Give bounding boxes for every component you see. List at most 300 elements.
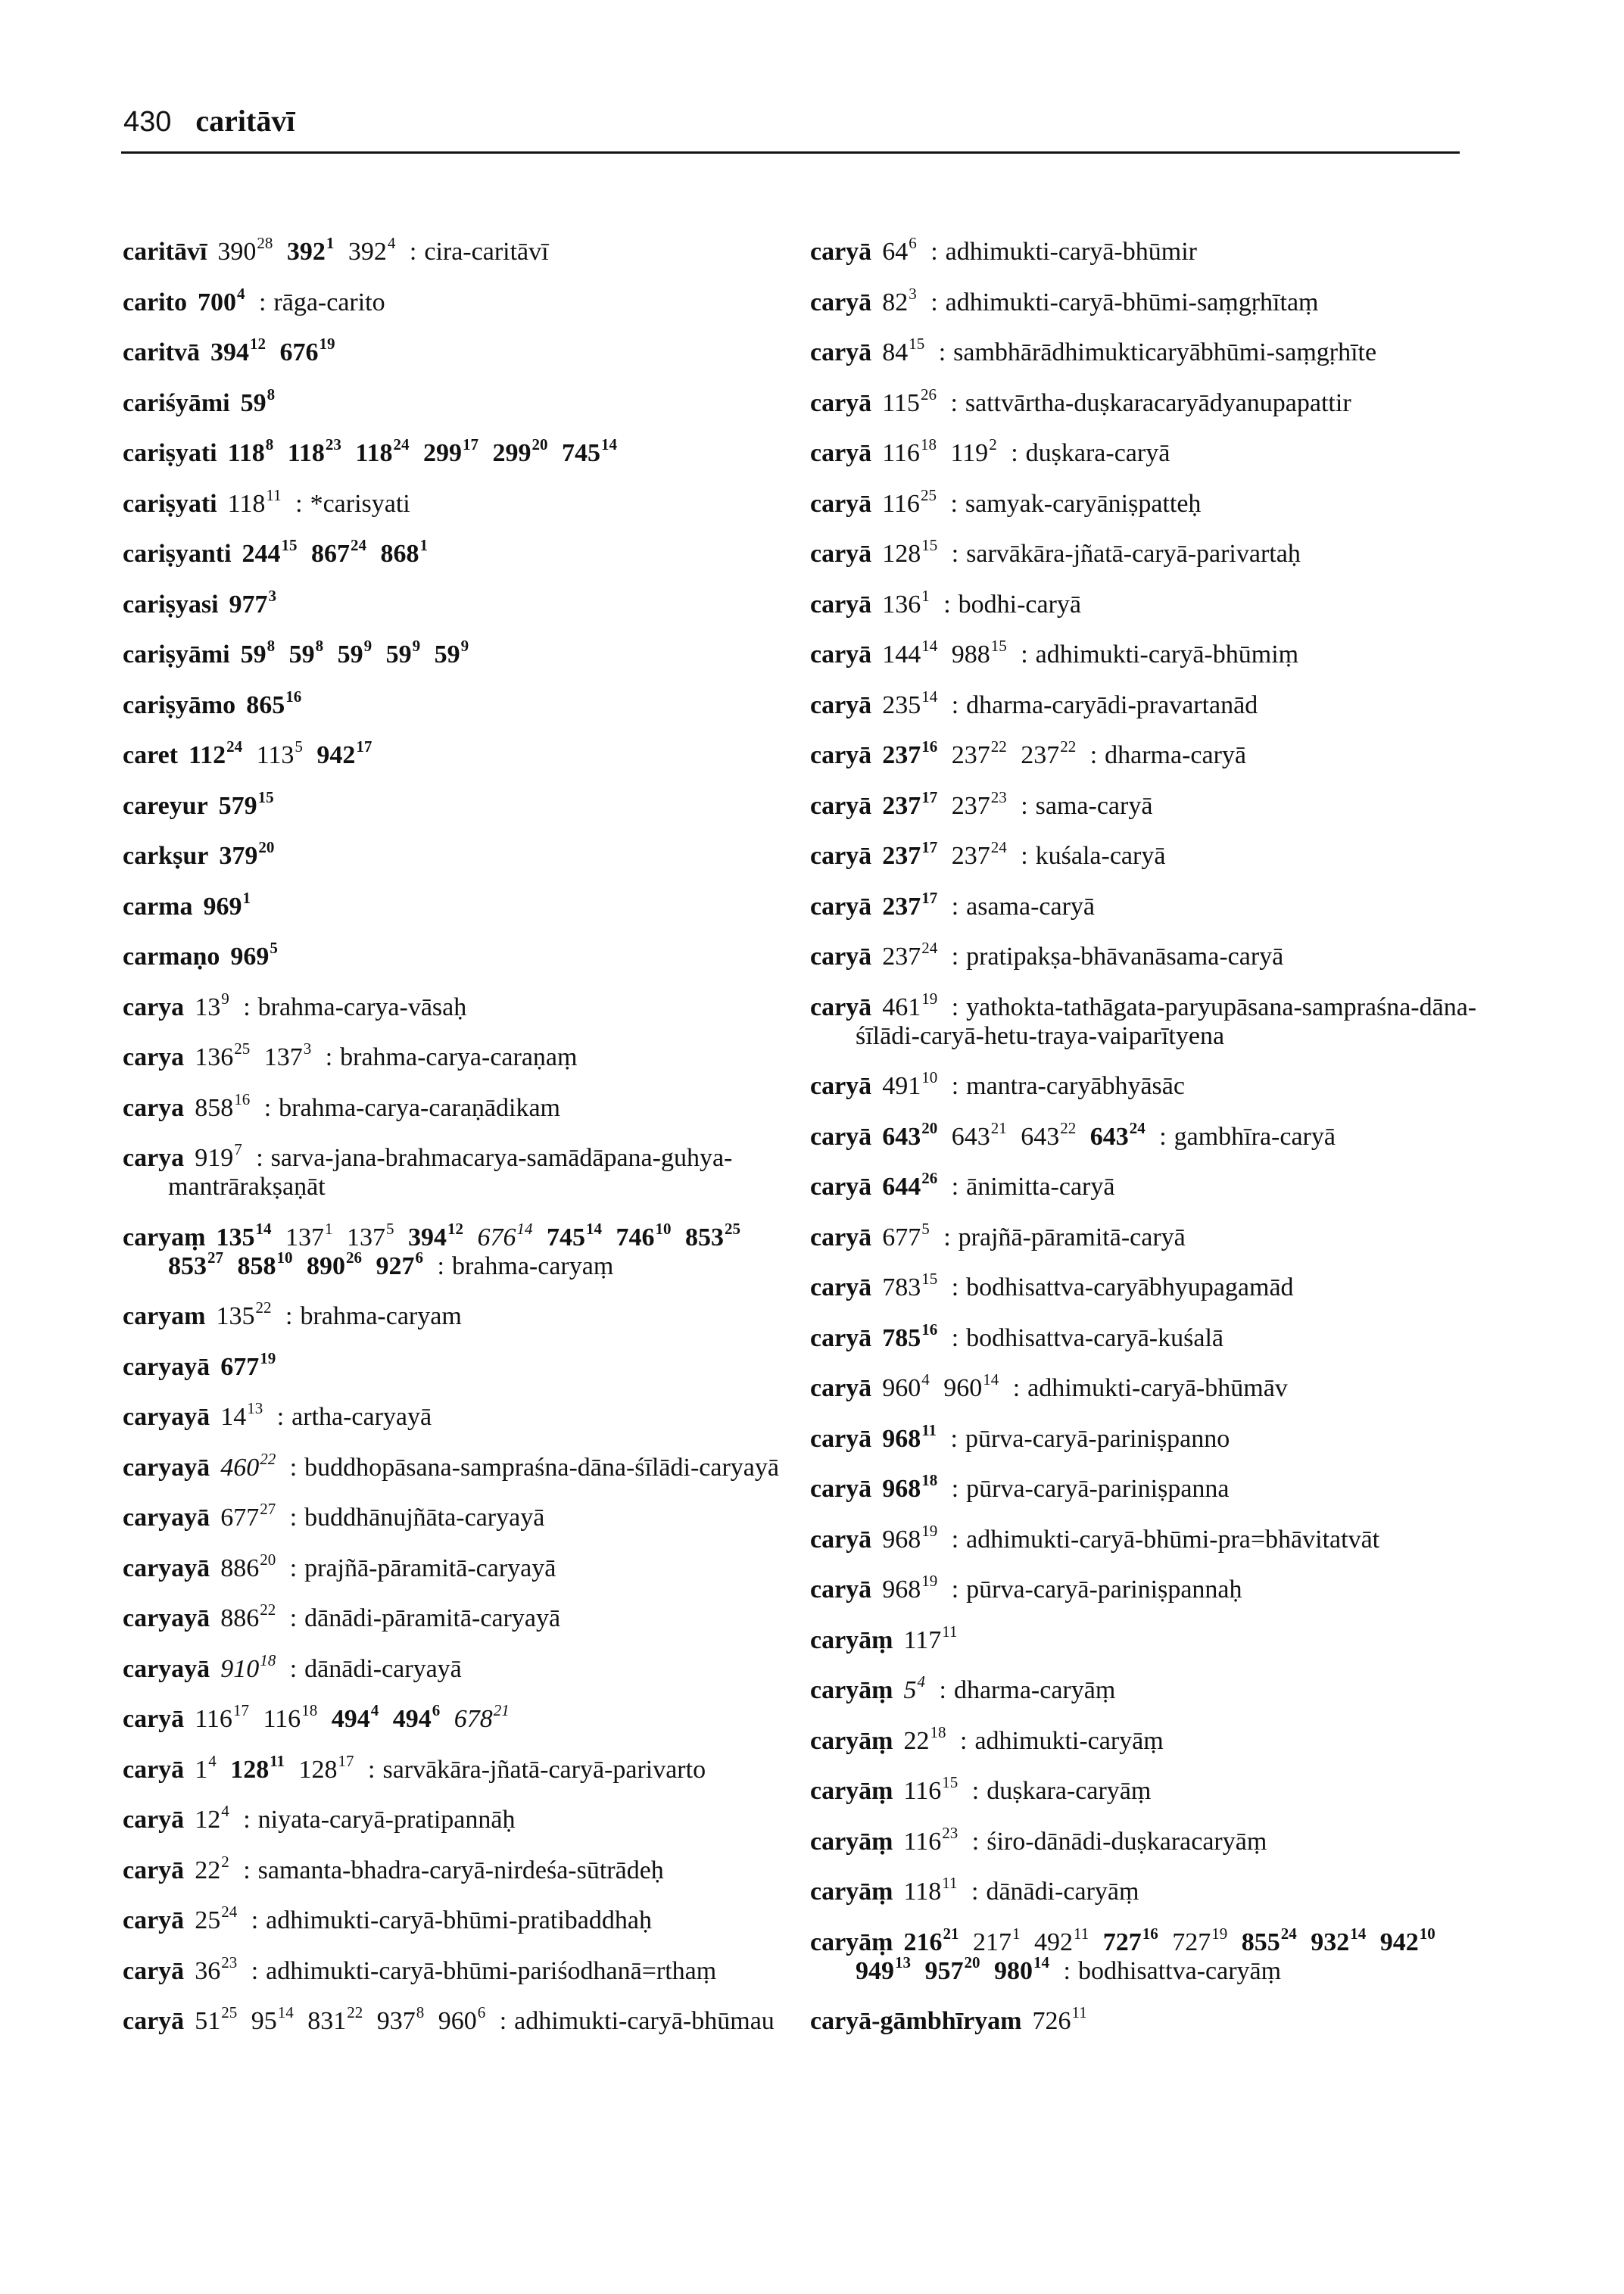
entry-lemma: caryā (123, 1956, 185, 1985)
page-reference: $942^{10}$ (1379, 1924, 1435, 1956)
entry-lemma: caritvā (123, 338, 200, 366)
page-reference: $116^{18}$ (263, 1701, 318, 1733)
page-reference: $968^{19}$ (882, 1521, 938, 1554)
line-number: 6 (415, 1248, 423, 1267)
line-number: 17 (356, 737, 372, 756)
page-reference: $22^{18}$ (903, 1722, 946, 1755)
index-entry (810, 1320, 1492, 1353)
page-reference: $116^{15}$ (903, 1773, 959, 1805)
entry-lemma: caryā (810, 439, 872, 467)
colon-separator: : (951, 540, 959, 568)
entry-gloss: adhimukti-caryāṃ (974, 1726, 1164, 1755)
colon-separator: : (1021, 791, 1028, 820)
line-number: 2 (989, 435, 997, 454)
colon-separator: : (276, 1403, 285, 1431)
index-entry (123, 1399, 804, 1432)
entry-lemma: caryāṃ (810, 1928, 893, 1956)
page-reference: $117^{11}$ (903, 1622, 958, 1654)
line-number: 8 (416, 2003, 425, 2021)
entry-lemma: caryā-gāmbhīryam (810, 2007, 1022, 2035)
line-number: 20 (531, 435, 548, 454)
colon-separator: : (295, 489, 303, 518)
page-reference: $910^{18}$ (220, 1650, 276, 1683)
line-number: 11 (1071, 2003, 1087, 2021)
colon-separator: : (971, 1878, 979, 1906)
entry-lemma: cariṣyati (123, 439, 217, 467)
line-number: 16 (234, 1089, 251, 1108)
entry-lemma: caryāṃ (810, 1878, 893, 1906)
page-reference: $244^{15}$ (242, 536, 298, 568)
colon-separator: : (930, 288, 938, 316)
page-reference: $745^{14}$ (547, 1219, 603, 1251)
page-reference: $858^{16}$ (195, 1089, 251, 1122)
page-reference: $890^{26}$ (307, 1248, 362, 1280)
entry-lemma: careyur (123, 791, 208, 820)
colon-separator: : (950, 388, 958, 417)
entry-gloss: dharma-caryādi-pravartanād (966, 690, 1258, 719)
line-number: 20 (258, 838, 275, 856)
line-number: 25 (234, 1039, 251, 1058)
index-entry (123, 989, 804, 1022)
entry-lemma: caryā (810, 388, 872, 417)
index-entry (123, 838, 804, 871)
colon-separator: : (289, 1604, 298, 1632)
colon-separator: : (285, 1302, 293, 1330)
page-reference: $727^{19}$ (1172, 1924, 1228, 1956)
line-number: 13 (895, 1953, 911, 1971)
page-reference: $136^{25}$ (195, 1039, 251, 1071)
page-reference: $137^5$ (347, 1219, 394, 1251)
colon-separator: : (1063, 1956, 1071, 1985)
colon-separator: : (951, 1173, 959, 1201)
page-reference: $886^{22}$ (220, 1601, 276, 1632)
page-reference: $677^{27}$ (220, 1500, 276, 1532)
page-reference: $1^4$ (195, 1751, 217, 1784)
index-entry (123, 1701, 804, 1734)
entry-lemma: caryā (810, 1576, 872, 1604)
line-number: 14 (516, 1219, 533, 1238)
line-number: 26 (920, 385, 937, 404)
colon-separator: : (437, 1251, 444, 1280)
line-number: 11 (942, 1874, 958, 1892)
line-number: 14 (983, 1370, 999, 1389)
running-head (123, 103, 295, 139)
colon-separator: : (951, 1576, 959, 1604)
entry-gloss: dharma-caryā (1105, 741, 1247, 769)
index-entry (123, 787, 804, 821)
index-entry (810, 1118, 1492, 1152)
colon-separator: : (289, 1504, 298, 1532)
line-number: 17 (921, 787, 938, 806)
page-reference: $59^9$ (337, 637, 372, 669)
index-entry (123, 335, 804, 367)
colon-separator: : (951, 993, 959, 1021)
page-reference: $643^{22}$ (1021, 1118, 1077, 1151)
entry-gloss: duṣkara-caryā (1025, 439, 1170, 467)
index-entry (123, 1298, 804, 1331)
page-reference: $118^{23}$ (287, 435, 341, 467)
running-headword: caritāvī (195, 104, 295, 138)
page-reference: $59^8$ (240, 385, 276, 417)
page-reference: $867^{24}$ (311, 536, 367, 568)
entry-gloss: buddhopāsana-sampraśna-dāna-śīlādi-caryayā (304, 1453, 779, 1482)
line-number: 10 (276, 1248, 293, 1267)
line-number: 24 (1280, 1924, 1297, 1943)
line-number: 12 (249, 335, 266, 353)
entry-lemma: caryā (810, 892, 872, 921)
colon-separator: : (951, 1323, 959, 1352)
entry-gloss: dānādi-caryāṃ (986, 1878, 1139, 1906)
page-reference: $118^{24}$ (355, 435, 410, 467)
entry-lemma: caryā (810, 791, 872, 820)
line-number: 14 (601, 435, 618, 454)
entry-lemma: caryā (810, 1475, 872, 1503)
index-entry (810, 637, 1492, 669)
line-number: 21 (943, 1924, 959, 1943)
entry-lemma: caryā (810, 540, 872, 568)
index-entry (810, 1874, 1492, 1906)
index-entry (810, 939, 1492, 971)
line-number: 11 (270, 1751, 285, 1770)
line-number: 18 (921, 1471, 938, 1489)
line-number: 13 (247, 1399, 263, 1417)
index-entry (810, 284, 1492, 317)
page-reference: $494^4$ (331, 1701, 379, 1733)
entry-gloss: pratipakṣa-bhāvanāsama-caryā (966, 943, 1284, 971)
line-number: 19 (921, 1572, 938, 1590)
entry-gloss: adhimukti-caryā-bhūmāv (1027, 1374, 1288, 1402)
entry-lemma: caryaṃ (123, 1223, 206, 1251)
line-number: 19 (921, 1521, 938, 1540)
line-number: 3 (909, 284, 917, 303)
line-number: 14 (255, 1219, 272, 1238)
line-number: 4 (921, 1370, 930, 1389)
line-number: 22 (260, 1449, 276, 1468)
colon-separator: : (930, 238, 938, 266)
line-number: 14 (921, 637, 938, 655)
line-number: 23 (942, 1823, 959, 1842)
entry-gloss: adhimukti-caryā-bhūmiṃ (1035, 641, 1299, 669)
entry-gloss: mantra-caryābhyāsāc (966, 1072, 1185, 1100)
line-number: 19 (319, 335, 335, 353)
index-entry (810, 737, 1492, 770)
page-reference: $379^{20}$ (219, 838, 275, 870)
page-reference: $700^4$ (197, 284, 245, 316)
index-entry (810, 989, 1492, 1051)
page-reference: $942^{17}$ (316, 737, 372, 769)
line-number: 12 (447, 1219, 464, 1238)
colon-separator: : (1021, 641, 1028, 669)
line-number: 2 (221, 1852, 229, 1871)
colon-separator: : (243, 1806, 251, 1834)
index-entry (810, 1924, 1492, 1986)
page-reference: $960^4$ (882, 1370, 930, 1402)
colon-separator: : (960, 1726, 968, 1755)
line-number: 22 (1060, 737, 1077, 756)
entry-lemma: caryā (810, 993, 872, 1021)
entry-lemma: caryā (810, 1374, 872, 1402)
page-reference: $14^{13}$ (220, 1399, 263, 1431)
page-reference: $237^{16}$ (882, 737, 938, 769)
page-reference: $677^{19}$ (220, 1348, 276, 1381)
line-number: 10 (1419, 1924, 1435, 1943)
index-entry (123, 1500, 804, 1532)
line-number: 16 (921, 737, 938, 756)
line-number: 4 (221, 1802, 229, 1820)
line-number: 19 (260, 1348, 276, 1367)
line-number: 16 (921, 1320, 938, 1339)
index-entry (123, 737, 804, 770)
line-number: 18 (260, 1650, 276, 1669)
entry-lemma: caryayā (123, 1654, 210, 1683)
page-reference: $235^{14}$ (882, 687, 938, 719)
index-entry (123, 1852, 804, 1885)
entry-lemma: caryā (123, 1906, 185, 1934)
colon-separator: : (951, 1525, 959, 1554)
line-number: 11 (1074, 1924, 1089, 1943)
entry-gloss: adhimukti-caryā-bhūmir (945, 238, 1197, 266)
page-reference: $237^{17}$ (882, 838, 938, 870)
page-reference: $116^{17}$ (195, 1701, 249, 1733)
entry-gloss: dānādi-pāramitā-caryayā (304, 1604, 561, 1632)
index-entry (123, 586, 804, 619)
line-number: 19 (921, 989, 938, 1008)
page-reference: $237^{22}$ (951, 737, 1007, 769)
index-entry (123, 1219, 804, 1281)
entry-lemma: caryayā (123, 1453, 210, 1482)
page-reference: $676^{14}$ (477, 1219, 533, 1251)
line-number: 26 (346, 1248, 362, 1267)
index-entry (810, 687, 1492, 720)
index-entry (123, 1751, 804, 1784)
page-reference: $968^{19}$ (882, 1572, 938, 1604)
entry-gloss: prajñā-pāramitā-caryā (958, 1223, 1186, 1251)
index-entry (123, 385, 804, 418)
index-entry (810, 586, 1492, 619)
index-entry (810, 1219, 1492, 1252)
page-reference: $643^{21}$ (951, 1118, 1007, 1151)
page-reference: $237^{17}$ (882, 888, 938, 921)
colon-separator: : (263, 1093, 272, 1122)
index-entry (123, 1039, 804, 1072)
entry-gloss: sarvākāra-jñatā-caryā-parivarto (382, 1755, 706, 1784)
entry-lemma: caryā (810, 943, 872, 971)
entry-lemma: carya (123, 1043, 185, 1071)
entry-gloss: ānimitta-caryā (966, 1173, 1115, 1201)
page-reference: $144^{14}$ (882, 637, 938, 669)
line-number: 27 (260, 1500, 276, 1518)
index-entry (810, 335, 1492, 367)
entry-gloss: brahma-carya-caraṇādikam (279, 1093, 560, 1122)
entry-lemma: caryāṃ (810, 1827, 893, 1856)
page-reference: $51^{25}$ (195, 2003, 238, 2035)
line-number: 3 (268, 586, 277, 605)
page-reference: $745^{14}$ (562, 435, 618, 467)
index-entry (123, 1550, 804, 1583)
line-number: 22 (260, 1601, 276, 1619)
line-number: 1 (921, 586, 930, 605)
entry-gloss: artha-caryayā (291, 1403, 432, 1431)
page-reference: $128^{17}$ (298, 1751, 354, 1784)
line-number: 16 (1142, 1924, 1158, 1943)
index-entry (123, 1650, 804, 1684)
entry-lemma: cariṣyasi (123, 590, 219, 619)
line-number: 15 (990, 637, 1007, 655)
entry-lemma: caryāṃ (810, 1625, 893, 1654)
line-number: 23 (221, 1953, 238, 1971)
page-number: 430 (123, 106, 172, 138)
page-reference: $676^{19}$ (279, 335, 335, 366)
index-entry (810, 1722, 1492, 1756)
page-reference: $128^{15}$ (882, 536, 938, 568)
line-number: 25 (725, 1219, 741, 1238)
entry-lemma: caryā (810, 1072, 872, 1100)
page-reference: $299^{17}$ (423, 435, 479, 467)
page-reference: $59^8$ (240, 637, 276, 669)
colon-separator: : (951, 892, 959, 921)
line-number: 3 (303, 1039, 312, 1058)
page-reference: $237^{17}$ (882, 787, 938, 820)
page-reference: $678^{21}$ (454, 1701, 510, 1733)
index-entry (810, 1572, 1492, 1604)
colon-separator: : (950, 1424, 958, 1453)
page-reference: $677^5$ (882, 1219, 930, 1251)
entry-gloss: brahma-caryaṃ (451, 1251, 614, 1280)
page-reference: $95^{14}$ (251, 2003, 294, 2035)
colon-separator: : (971, 1827, 980, 1856)
entry-lemma: caryāṃ (810, 1777, 893, 1805)
entry-lemma: cariṣyāmo (123, 690, 236, 719)
line-number: 20 (921, 1118, 938, 1137)
page-reference: $25^{24}$ (195, 1903, 238, 1934)
line-number: 14 (586, 1219, 603, 1238)
page-reference: $217^1$ (973, 1924, 1021, 1956)
index-entry (123, 234, 804, 266)
page-reference: $13^9$ (195, 989, 229, 1021)
page-reference: $783^{15}$ (882, 1270, 938, 1301)
line-number: 23 (990, 787, 1007, 806)
line-number: 8 (265, 435, 274, 454)
line-number: 18 (920, 435, 937, 454)
page-reference: $137^1$ (285, 1219, 333, 1251)
page-reference: $957^{20}$ (924, 1953, 980, 1985)
entry-gloss: *carisyati (310, 489, 410, 518)
colon-separator: : (368, 1755, 376, 1784)
entry-lemma: caryā (123, 1755, 185, 1784)
line-number: 28 (257, 234, 273, 252)
page-reference: $237^{23}$ (951, 787, 1007, 820)
index-entry (123, 485, 804, 519)
line-number: 27 (207, 1248, 223, 1267)
colon-separator: : (499, 2007, 507, 2035)
entry-gloss: śiro-dānādi-duṣkaracaryāṃ (987, 1827, 1267, 1856)
line-number: 15 (921, 536, 938, 554)
line-number: 17 (921, 888, 938, 907)
entry-lemma: caryam (123, 1302, 206, 1330)
line-number: 24 (990, 838, 1007, 856)
line-number: 6 (909, 234, 917, 252)
colon-separator: : (1012, 1374, 1021, 1402)
colon-separator: : (243, 1856, 251, 1884)
entry-lemma: caryayā (123, 1403, 210, 1431)
line-number: 1 (325, 1219, 333, 1238)
page-reference: $858^{10}$ (237, 1248, 293, 1280)
page-reference: $831^{22}$ (307, 2003, 363, 2035)
index-entry (810, 1420, 1492, 1454)
page-reference: $5^4$ (903, 1672, 926, 1704)
line-number: 4 (917, 1672, 926, 1691)
entry-gloss: bodhi-caryā (958, 590, 1082, 619)
index-entry (123, 1348, 804, 1382)
entry-lemma: caryā (810, 690, 872, 719)
page-reference: $115^{26}$ (882, 385, 937, 417)
line-number: 24 (393, 435, 410, 454)
page-reference: $977^3$ (229, 586, 277, 619)
page-reference: $84^{15}$ (882, 335, 925, 366)
entry-lemma: caryā (810, 1424, 872, 1453)
line-number: 22 (990, 737, 1007, 756)
colon-separator: : (951, 690, 959, 719)
page-reference: $643^{24}$ (1089, 1118, 1146, 1151)
entry-gloss: rāga-carito (273, 288, 385, 316)
page-reference: $886^{20}$ (220, 1550, 276, 1582)
entry-gloss: prajñā-pāramitā-caryayā (304, 1554, 556, 1582)
entry-gloss: niyata-caryā-pratipannāḥ (257, 1806, 516, 1834)
page-reference: $237^{22}$ (1021, 737, 1077, 769)
page-reference: $116^{23}$ (903, 1823, 959, 1856)
entry-gloss: samanta-bhadra-caryā-nirdeśa-sūtrādeḥ (257, 1856, 664, 1884)
index-entry (810, 888, 1492, 921)
index-entry (810, 1622, 1492, 1655)
entry-lemma: carmaṇo (123, 943, 220, 971)
index-entry (123, 637, 804, 669)
page-reference: $969^5$ (230, 939, 278, 971)
entry-lemma: caryā (810, 741, 872, 769)
page-reference: $746^{10}$ (616, 1219, 672, 1251)
entry-lemma: caryā (123, 1806, 185, 1834)
colon-separator: : (939, 1676, 946, 1704)
entry-gloss: duṣkara-caryāṃ (987, 1777, 1152, 1805)
line-number: 5 (270, 939, 278, 957)
index-entry (123, 1802, 804, 1834)
colon-separator: : (251, 1956, 259, 1985)
page-reference: $136^1$ (882, 586, 930, 619)
entry-gloss: pūrva-caryā-pariniṣpanna (966, 1475, 1230, 1503)
entry-gloss: dānādi-caryayā (304, 1654, 462, 1683)
entry-lemma: caritāvī (123, 238, 207, 266)
entry-gloss: adhimukti-caryā-bhūmi-pariśodhanā=rthaṃ (266, 1956, 717, 1985)
line-number: 8 (315, 637, 324, 655)
page-reference: $118^{11}$ (227, 485, 282, 518)
page-reference: $949^{13}$ (856, 1953, 911, 1985)
line-number: 24 (221, 1903, 238, 1921)
page-reference: $237^{24}$ (882, 939, 938, 971)
line-number: 22 (1060, 1118, 1077, 1137)
index-entry (810, 1068, 1492, 1101)
entry-gloss: cira-caritāvī (424, 238, 549, 266)
entry-gloss: buddhānujñāta-caryayā (304, 1504, 545, 1532)
line-number: 22 (347, 2003, 363, 2021)
index-entry (123, 888, 804, 921)
line-number: 6 (477, 2003, 486, 2021)
entry-lemma: caryā (810, 1323, 872, 1352)
entry-gloss: bodhisattva-caryā-kuśalā (966, 1323, 1223, 1352)
line-number: 1 (242, 888, 251, 907)
left-column (123, 234, 804, 2058)
colon-separator: : (409, 238, 417, 266)
entry-gloss: brahma-carya-vāsaḥ (257, 993, 467, 1021)
line-number: 15 (921, 1270, 938, 1288)
